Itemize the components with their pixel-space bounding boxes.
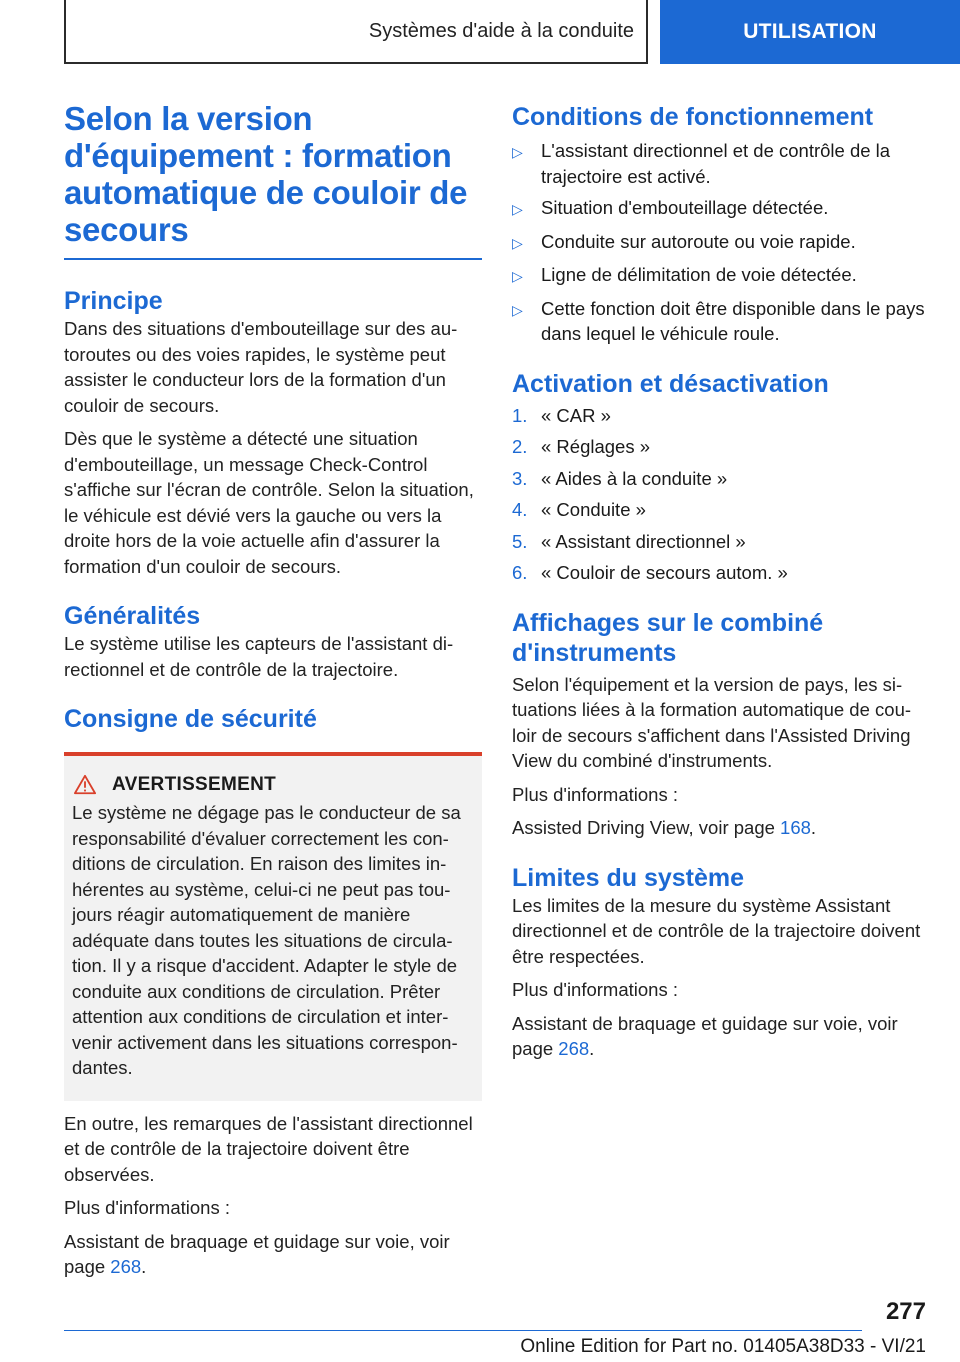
consigne-paragraph-2: Plus d'informations : [64,1197,230,1218]
step-text: « Conduite » [541,499,646,520]
step-text: « Assistant directionnel » [541,530,746,552]
affichages-ref-end: . [810,817,817,838]
triangle-right-icon: ▷ [512,144,523,160]
page-link-168[interactable]: 168 [780,817,811,838]
affichages-paragraph-2: Plus d'informations : [512,783,678,805]
list-item [512,195,926,223]
triangle-right-icon: ▷ [512,301,523,318]
step-number: 3. [512,467,528,489]
list-item-text: Situation d'embouteillage détectée. [541,197,829,218]
heading-limites: Limites du système [512,863,745,892]
step-number: 1. [512,404,528,426]
list-item [512,497,926,523]
warning-triangle-icon [74,774,96,796]
consigne-ref-end: . [141,1256,147,1277]
affichages-ref-text: Assisted Driving View, voir page [512,817,781,838]
generalites-paragraph-1: Le système utilise les capteurs de l'assistant directionnel et de contrôle de la trajectoire. [64,633,454,680]
header-section-title: Systèmes d'aide à la conduite [64,0,648,64]
header-chapter-tab: UTILISATION [660,0,960,64]
limites-paragraph-2: Plus d'informations : [512,979,678,1000]
principe-paragraph-1: Dans des situations d'embouteillage sur des autoroutes ou des voies rapides, le système peut assister le conducteur lors de la formation d'un couloir de secours. [64,318,458,416]
list-item-text: L'assistant directionnel et de contrôle de la trajectoire est activé. [541,140,891,187]
heading-conditions: Conditions de fonctionnement [512,103,874,131]
consigne-paragraph-1: En outre, les remarques de l'assistant directionnel et de contrôle de la trajectoire doivent être observées. [64,1112,473,1185]
right-column [512,102,926,1062]
page-title: Selon la version d'équipement : formation automatique de couloir de secours [64,100,482,260]
consigne-paragraph-3 [64,1229,482,1280]
heading-generalites: Généralités [64,602,201,630]
step-number: 5. [512,530,528,552]
affichages-paragraph-1: Selon l'équipement et la version de pays, les situations liées à la formation automatique de couloir de secours s'affichent dans l'Assisted Driving View du combiné d'instruments. [512,673,912,771]
list-item [512,529,926,555]
limites-ref-end: . [589,1038,595,1059]
step-text: « Couloir de secours autom. » [541,562,788,583]
step-text: « Aides à la conduite » [541,467,728,489]
warning-title: AVERTISSEMENT [112,774,277,795]
heading-consigne: Consigne de sécurité [64,705,317,733]
left-column [64,100,482,1280]
page-link-268-left[interactable]: 268 [110,1256,142,1277]
triangle-right-icon: ▷ [512,201,523,217]
triangle-right-icon: ▷ [512,268,523,284]
warning-text: Le système ne dégage pas le conducteur de sa responsabilité d'évaluer correctement les conditions de circulation. En raison des limites inhérentes au système, celui-ci ne peut pas toujours réagir automatiquement de manière adéquate dans toutes les situations de circulation. Il y a risque d'accident. Adapter le style de conduite aux conditions de circulation. Prêter attention aux conditions de circulation et intervenir activement dans les situations correspondantes. [72,802,461,1078]
heading-activation: Activation et désactivation [512,369,829,398]
heading-affichages: Affichages sur le combiné d'instruments [512,608,824,667]
warning-box [64,752,482,1101]
principe-paragraph-2: Dès que le système a détecté une situation d'embouteillage, un message Check-Control s'affiche sur l'écran de contrôle. Selon la situation, le véhicule est dévié vers la gauche ou vers la droite hors de la voie actuelle afin d'assurer la formation d'un couloir de secours. [64,428,474,577]
list-item [512,434,926,460]
list-item [512,138,926,189]
conditions-list [512,138,926,347]
step-text: « CAR » [541,404,611,426]
list-item-text: Cette fonction doit être disponible dans le pays dans lequel le véhicule roule. [541,297,925,344]
consigne-ref-text: Assistant de braquage et guidage sur voie, voir page [64,1230,450,1277]
limites-paragraph-1: Les limites de la mesure du système Assistant directionnel et de contrôle de la trajectoire doivent être respectées. [512,894,921,967]
list-item-text: Conduite sur autoroute ou voie rapide. [541,230,856,252]
list-item [512,560,926,586]
list-item [512,296,926,347]
triangle-right-icon: ▷ [512,234,523,251]
list-item [512,466,926,492]
list-item-text: Ligne de délimitation de voie détectée. [541,264,857,285]
list-item [512,403,926,429]
affichages-paragraph-3 [512,815,926,841]
step-text: « Réglages » [541,436,651,457]
limites-paragraph-3 [512,1011,926,1062]
page-number: 277 [885,1298,926,1325]
page-link-268-right[interactable]: 268 [558,1038,590,1059]
warning-header [72,774,474,796]
step-number: 2. [512,436,528,457]
step-number: 6. [512,562,528,583]
list-item [512,262,926,290]
limites-ref-text: Assistant de braquage et guidage sur voie, voir page [512,1012,898,1059]
list-item [512,229,926,257]
footer-divider [64,1330,862,1331]
step-number: 4. [512,499,528,520]
heading-principe: Principe [64,287,163,315]
footer-edition: Online Edition for Part no. 01405A38D33 - VI/21 [520,1336,926,1357]
activation-steps [512,403,926,586]
